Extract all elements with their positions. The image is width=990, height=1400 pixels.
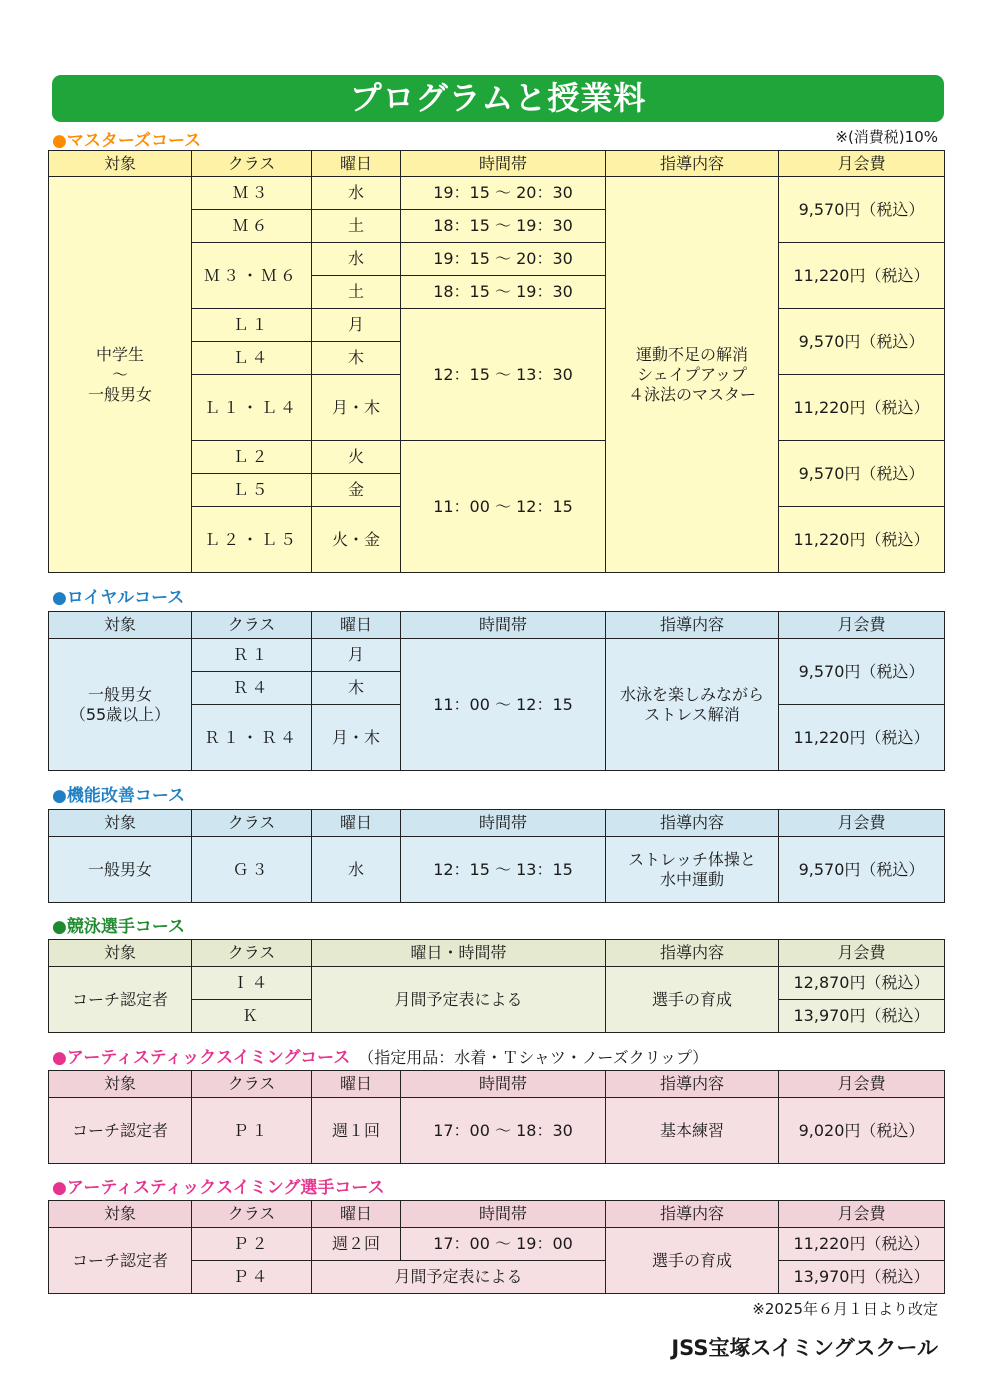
kinou-content — [606, 837, 779, 903]
artistic-athlete-fee: 13,970円（税込） — [779, 1261, 945, 1294]
header-time: 時間帯 — [401, 612, 606, 639]
masters-class: Ｌ１ — [192, 309, 312, 342]
header-class: クラス — [192, 151, 312, 177]
kinou-content-line: ストレッチ体操と — [628, 849, 756, 869]
masters-table — [48, 150, 945, 573]
artistic-course-title — [52, 1043, 708, 1068]
masters-content-line: シェイプアップ — [636, 364, 748, 384]
kinou-day: 水 — [312, 837, 401, 903]
masters-content-line: ４泳法のマスター — [627, 384, 756, 404]
masters-fee: 9,570円（税込） — [779, 309, 945, 375]
royal-fee: 9,570円（税込） — [779, 639, 945, 705]
royal-target-line: （55歳以上） — [69, 704, 171, 724]
masters-fee: 9,570円（税込） — [779, 177, 945, 243]
header-fee: 月会費 — [779, 940, 945, 967]
masters-class: Ｍ６ — [192, 210, 312, 243]
masters-day: 金 — [312, 474, 401, 507]
kyoei-fee: 13,970円（税込） — [779, 1000, 945, 1033]
masters-day: 水 — [312, 243, 401, 276]
masters-target-line: 中学生 — [95, 344, 144, 364]
masters-target-line: ～ — [111, 364, 128, 384]
header-fee: 月会費 — [779, 151, 945, 177]
masters-day: 土 — [312, 276, 401, 309]
royal-day: 木 — [312, 672, 401, 705]
page-title-banner: プログラムと授業料 — [52, 75, 944, 122]
kyoei-class: Ｋ — [192, 1000, 312, 1033]
kyoei-target: コーチ認定者 — [49, 967, 192, 1033]
artistic-day: 週１回 — [312, 1098, 401, 1164]
artistic-athlete-day: 週２回 — [312, 1228, 401, 1261]
header-content: 指導内容 — [606, 810, 779, 837]
tax-note: ※(消費税)10% — [835, 128, 938, 146]
royal-table — [48, 611, 945, 771]
royal-target — [49, 639, 192, 771]
kinou-target: 一般男女 — [49, 837, 192, 903]
artistic-athlete-course-title: ●アーティスティックスイミング選手コース — [52, 1178, 385, 1198]
masters-class: Ｌ４ — [192, 342, 312, 375]
header-time: 時間帯 — [401, 151, 606, 177]
masters-content-line: 運動不足の解消 — [635, 344, 748, 364]
artistic-athlete-time: 17：00 ～ 19：00 — [401, 1228, 606, 1261]
artistic-athlete-content: 選手の育成 — [606, 1228, 779, 1294]
header-class: クラス — [192, 810, 312, 837]
artistic-course-name: ●アーティスティックスイミングコース — [52, 1048, 351, 1068]
masters-time: 19：15 ～ 20：30 — [401, 243, 606, 276]
royal-day: 月 — [312, 639, 401, 672]
kyoei-day-time: 月間予定表による — [312, 967, 606, 1033]
header-day: 曜日 — [312, 1071, 401, 1098]
masters-day: 水 — [312, 177, 401, 210]
header-fee: 月会費 — [779, 612, 945, 639]
royal-content-line: 水泳を楽しみながら — [619, 684, 764, 704]
royal-fee: 11,220円（税込） — [779, 705, 945, 771]
artistic-content: 基本練習 — [606, 1098, 779, 1164]
artistic-athlete-table — [48, 1200, 945, 1294]
royal-class: Ｒ１・Ｒ４ — [192, 705, 312, 771]
header-fee: 月会費 — [779, 810, 945, 837]
masters-fee: 11,220円（税込） — [779, 507, 945, 573]
brand-name: JSS宝塚スイミングスクール — [671, 1336, 938, 1360]
royal-day: 月・木 — [312, 705, 401, 771]
header-class: クラス — [192, 1071, 312, 1098]
header-day: 曜日 — [312, 1201, 401, 1228]
artistic-class: Ｐ１ — [192, 1098, 312, 1164]
kinou-table — [48, 809, 945, 903]
masters-content — [606, 177, 779, 573]
masters-course-title: ●マスターズコース — [52, 131, 202, 151]
header-day: 曜日 — [312, 810, 401, 837]
masters-class: Ｍ３ — [192, 177, 312, 210]
masters-target-line: 一般男女 — [87, 384, 152, 404]
royal-course-title: ●ロイヤルコース — [52, 588, 185, 608]
masters-target — [49, 177, 192, 573]
artistic-time: 17：00 ～ 18：30 — [401, 1098, 606, 1164]
header-time: 時間帯 — [401, 810, 606, 837]
header-content: 指導内容 — [606, 612, 779, 639]
header-fee: 月会費 — [779, 1201, 945, 1228]
header-content: 指導内容 — [606, 151, 779, 177]
royal-target-line: 一般男女 — [87, 684, 152, 704]
artistic-table — [48, 1070, 945, 1164]
masters-day: 土 — [312, 210, 401, 243]
kyoei-fee: 12,870円（税込） — [779, 967, 945, 1000]
header-time: 時間帯 — [401, 1201, 606, 1228]
header-target: 対象 — [49, 810, 192, 837]
masters-class: Ｌ２ — [192, 441, 312, 474]
kinou-class: Ｇ３ — [192, 837, 312, 903]
artistic-fee: 9,020円（税込） — [779, 1098, 945, 1164]
artistic-course-note: （指定用品：水着・Ｔシャツ・ノーズクリップ） — [358, 1048, 709, 1067]
header-class: クラス — [192, 1201, 312, 1228]
royal-class: Ｒ１ — [192, 639, 312, 672]
royal-content-line: ストレス解消 — [644, 704, 740, 724]
masters-time: 19：15 ～ 20：30 — [401, 177, 606, 210]
header-day: 曜日 — [312, 612, 401, 639]
header-day-time: 曜日・時間帯 — [312, 940, 606, 967]
masters-time: 12：15 ～ 13：30 — [401, 309, 606, 441]
header-target: 対象 — [49, 940, 192, 967]
masters-fee: 9,570円（税込） — [779, 441, 945, 507]
masters-time: 18：15 ～ 19：30 — [401, 276, 606, 309]
kinou-content-line: 水中運動 — [659, 869, 724, 889]
masters-class: Ｍ３・Ｍ６ — [192, 243, 312, 309]
masters-day: 火・金 — [312, 507, 401, 573]
artistic-athlete-fee: 11,220円（税込） — [779, 1228, 945, 1261]
artistic-athlete-day-time: 月間予定表による — [312, 1261, 606, 1294]
masters-class: Ｌ１・Ｌ４ — [192, 375, 312, 441]
header-fee: 月会費 — [779, 1071, 945, 1098]
header-day: 曜日 — [312, 151, 401, 177]
masters-day: 月 — [312, 309, 401, 342]
artistic-athlete-class: Ｐ２ — [192, 1228, 312, 1261]
masters-day: 木 — [312, 342, 401, 375]
kyoei-content: 選手の育成 — [606, 967, 779, 1033]
kinou-fee: 9,570円（税込） — [779, 837, 945, 903]
kinou-course-title: ●機能改善コース — [52, 786, 185, 806]
masters-time: 18：15 ～ 19：30 — [401, 210, 606, 243]
kyoei-course-title: ●競泳選手コース — [52, 917, 185, 937]
header-content: 指導内容 — [606, 1201, 779, 1228]
header-target: 対象 — [49, 612, 192, 639]
masters-day: 火 — [312, 441, 401, 474]
header-content: 指導内容 — [606, 1071, 779, 1098]
masters-day: 月・木 — [312, 375, 401, 441]
masters-class: Ｌ２・Ｌ５ — [192, 507, 312, 573]
artistic-athlete-target: コーチ認定者 — [49, 1228, 192, 1294]
kinou-time: 12：15 ～ 13：15 — [401, 837, 606, 903]
artistic-athlete-class: Ｐ４ — [192, 1261, 312, 1294]
header-target: 対象 — [49, 1071, 192, 1098]
royal-time: 11：00 ～ 12：15 — [401, 639, 606, 771]
artistic-target: コーチ認定者 — [49, 1098, 192, 1164]
masters-fee: 11,220円（税込） — [779, 243, 945, 309]
header-time: 時間帯 — [401, 1071, 606, 1098]
revision-footnote: ※2025年６月１日より改定 — [752, 1300, 938, 1318]
header-target: 対象 — [49, 151, 192, 177]
masters-class: Ｌ５ — [192, 474, 312, 507]
royal-content — [606, 639, 779, 771]
header-class: クラス — [192, 940, 312, 967]
header-content: 指導内容 — [606, 940, 779, 967]
masters-fee: 11,220円（税込） — [779, 375, 945, 441]
masters-time: 11：00 ～ 12：15 — [401, 441, 606, 573]
royal-class: Ｒ４ — [192, 672, 312, 705]
header-target: 対象 — [49, 1201, 192, 1228]
kyoei-table — [48, 939, 945, 1033]
kyoei-class: Ｉ４ — [192, 967, 312, 1000]
header-class: クラス — [192, 612, 312, 639]
